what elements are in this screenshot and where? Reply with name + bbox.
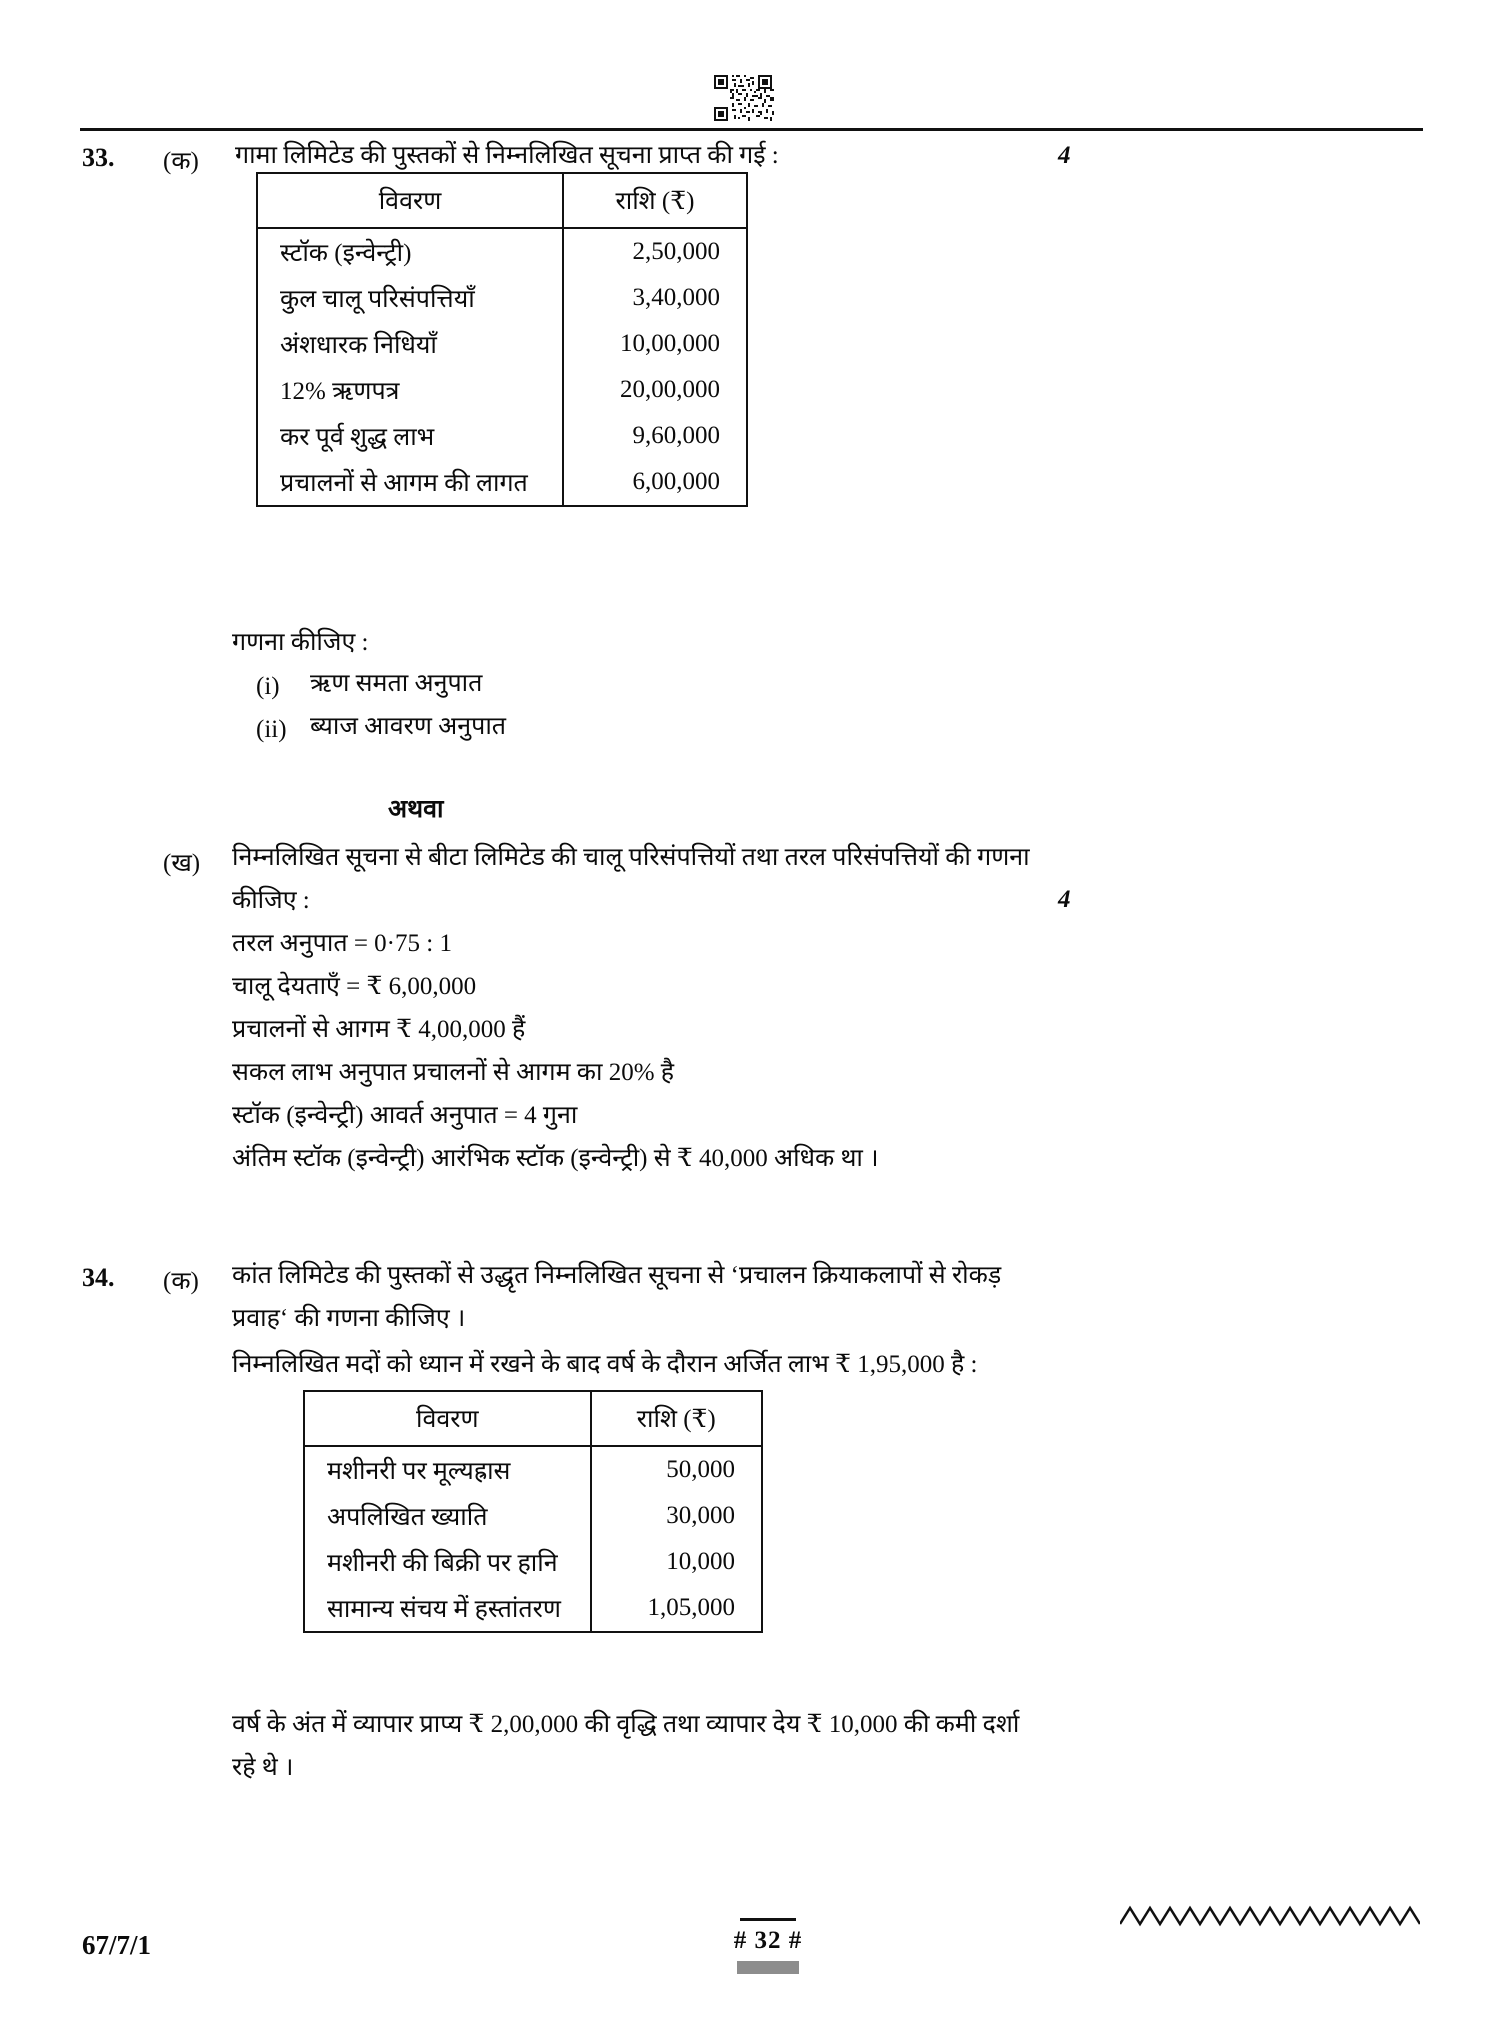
question-33-part-a-marks: 4 <box>1058 142 1071 169</box>
page-number-marker <box>737 1961 799 1974</box>
row-amount: 9,60,000 <box>563 413 747 459</box>
table-row <box>304 1539 762 1585</box>
question-33-part-b-stem-line1: निम्नलिखित सूचना से बीटा लिमिटेड की चालू परिसंपत्तियों तथा तरल परिसंपत्तियों की गणना <box>232 844 1030 871</box>
row-amount: 2,50,000 <box>563 228 747 275</box>
part-b-line-3: प्रचालनों से आगम ₹ 4,00,000 हैं <box>232 1016 526 1043</box>
sub-item-ii-label: (ii) <box>256 716 287 743</box>
table-row <box>257 413 747 459</box>
row-amount: 20,00,000 <box>563 367 747 413</box>
row-label: सामान्य संचय में हस्तांतरण <box>327 1596 561 1623</box>
row-label: अंशधारक निधियाँ <box>280 332 437 359</box>
question-33-part-a-label: (क) <box>163 148 199 175</box>
question-34-stem-line3: निम्नलिखित मदों को ध्यान में रखने के बाद वर्ष के दौरान अर्जित लाभ ₹ 1,95,000 है : <box>232 1351 978 1378</box>
qr-code-icon <box>712 73 776 123</box>
column-header-particulars: विवरण <box>304 1391 591 1446</box>
question-34-part-a-label: (क) <box>163 1268 199 1295</box>
kant-ltd-information-table <box>303 1390 763 1633</box>
row-label: मशीनरी की बिक्री पर हानि <box>327 1550 558 1577</box>
column-header-amount: राशि (₹) <box>563 173 747 228</box>
column-header-amount: राशि (₹) <box>591 1391 762 1446</box>
column-header-particulars: विवरण <box>257 173 563 228</box>
gamma-ltd-information-table <box>256 172 748 507</box>
sub-item-ii-text: ब्याज आवरण अनुपात <box>310 713 507 740</box>
page-number: # 32 # <box>733 1927 803 1954</box>
table-header-row <box>257 173 747 228</box>
row-label: 12% ऋणपत्र <box>280 378 400 405</box>
part-b-line-6: अंतिम स्टॉक (इन्वेन्ट्री) आरंभिक स्टॉक (इन्वेन्ट्री) से ₹ 40,000 अधिक था । <box>232 1145 879 1172</box>
row-label: प्रचालनों से आगम की लागत <box>280 470 528 497</box>
question-34-number: 34. <box>82 1263 115 1292</box>
table-header-row <box>304 1391 762 1446</box>
row-amount: 3,40,000 <box>563 275 747 321</box>
part-b-line-5: स्टॉक (इन्वेन्ट्री) आवर्त अनुपात = 4 गुना <box>232 1102 578 1129</box>
question-34-stem-line2: प्रवाह‘ की गणना कीजिए । <box>232 1305 466 1332</box>
question-33-instruction: गणना कीजिए : <box>232 629 369 656</box>
row-amount: 50,000 <box>591 1446 762 1493</box>
row-label: स्टॉक (इन्वेन्ट्री) <box>280 240 412 267</box>
paper-code: 67/7/1 <box>82 1930 152 1960</box>
table-row <box>257 321 747 367</box>
question-33-number: 33. <box>82 143 115 172</box>
row-label: कुल चालू परिसंपत्तियाँ <box>280 286 475 313</box>
row-label: कर पूर्व शुद्ध लाभ <box>280 424 435 451</box>
table-row <box>257 275 747 321</box>
row-amount: 1,05,000 <box>591 1585 762 1632</box>
row-label: अपलिखित ख्याति <box>327 1504 488 1531</box>
question-33-part-b-stem-line2: कीजिए : <box>232 887 310 914</box>
part-b-line-1: तरल अनुपात = 0·75 : 1 <box>232 930 452 957</box>
header-rule <box>80 128 1423 131</box>
question-33-part-b-label: (ख) <box>163 850 201 877</box>
question-34-stem-line1: कांत लिमिटेड की पुस्तकों से उद्धृत निम्नलिखित सूचना से ‘प्रचालन क्रियाकलापों से रोकड़ <box>232 1262 1002 1289</box>
row-amount: 10,00,000 <box>563 321 747 367</box>
row-amount: 30,000 <box>591 1493 762 1539</box>
page-number-block <box>713 1918 823 1974</box>
table-row <box>304 1493 762 1539</box>
question-34-closing-line1: वर्ष के अंत में व्यापार प्राप्य ₹ 2,00,000 की वृद्धि तथा व्यापार देय ₹ 10,000 की कमी दर्शा <box>232 1711 1020 1738</box>
question-33-part-b-marks: 4 <box>1058 886 1071 913</box>
sub-item-i-label: (i) <box>256 673 280 700</box>
table-row <box>257 367 747 413</box>
row-label: मशीनरी पर मूल्यह्रास <box>327 1458 511 1485</box>
table-row <box>304 1585 762 1632</box>
row-amount: 10,000 <box>591 1539 762 1585</box>
table-row <box>257 228 747 275</box>
part-b-line-2: चालू देयताएँ = ₹ 6,00,000 <box>232 973 477 1000</box>
question-33-stem: गामा लिमिटेड की पुस्तकों से निम्नलिखित सूचना प्राप्त की गई : <box>235 142 779 169</box>
zigzag-rule-icon <box>1120 1900 1420 1934</box>
row-amount: 6,00,000 <box>563 459 747 506</box>
table-row <box>257 459 747 506</box>
table-row <box>304 1446 762 1493</box>
page-number-rule <box>740 1918 796 1921</box>
part-b-line-4: सकल लाभ अनुपात प्रचालनों से आगम का 20% है <box>232 1059 675 1086</box>
sub-item-i-text: ऋण समता अनुपात <box>310 670 483 697</box>
question-34-closing-line2: रहे थे । <box>232 1754 294 1781</box>
or-separator: अथवा <box>388 796 444 823</box>
